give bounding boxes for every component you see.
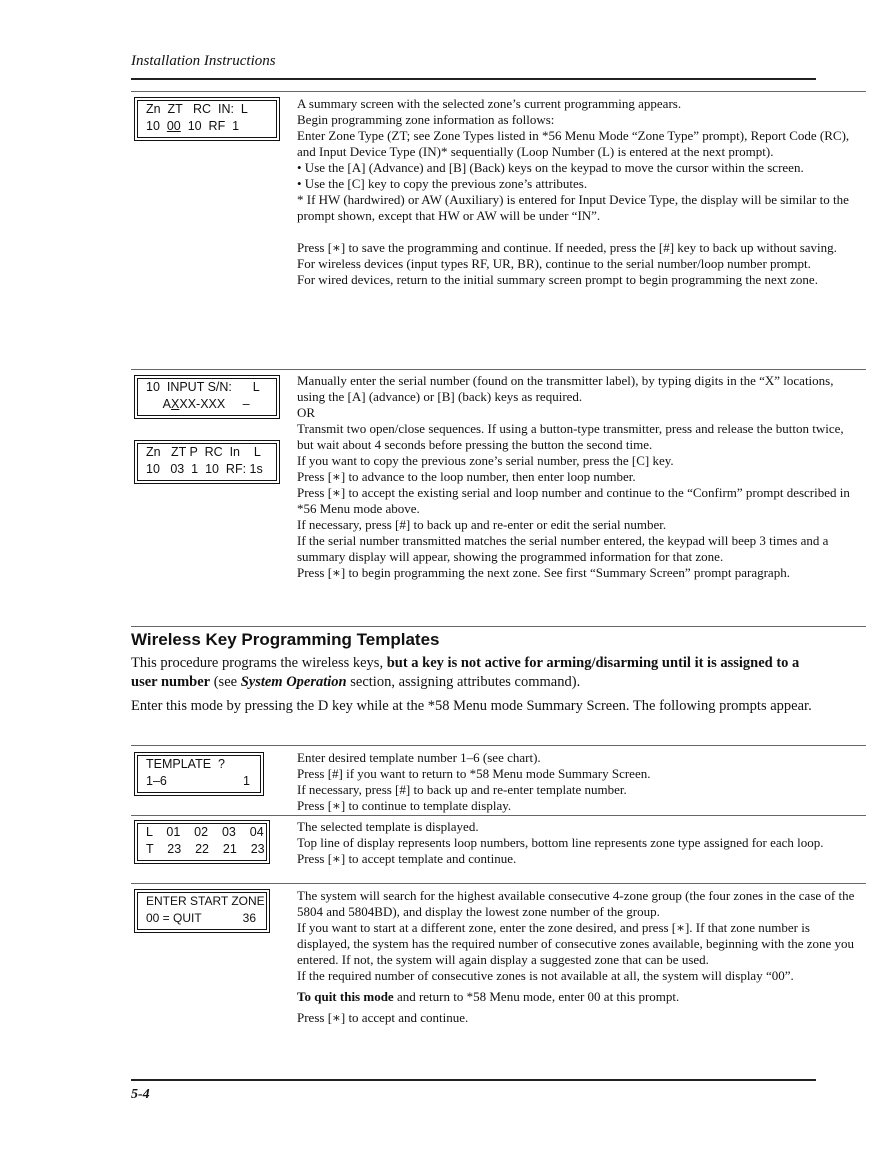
text: OR xyxy=(297,405,316,420)
serial-instructions xyxy=(297,373,863,581)
divider xyxy=(131,91,866,92)
section-title: Wireless Key Programming Templates xyxy=(131,630,440,649)
display-line-1: L 01 02 03 04 xyxy=(146,825,264,839)
intro-paragraph: This procedure programs the wireless keys, but a key is not active for arming/disarming until it is assigned to a user number (see System Operation section, assigning attributes command). xyxy=(131,655,800,690)
display-line-2: T 23 22 21 23 xyxy=(146,842,265,856)
display-line-2: 10 00 10 RF 1 xyxy=(146,119,240,133)
display-line-2: 00 = QUIT 36 xyxy=(146,911,256,925)
text: Enter Zone Type (ZT; see Zone Types listed in *56 Menu Mode “Zone Type” prompt), Report Code (RC), and Input Device Type (IN)* sequentially (Loop Number (L) is entered at the next prompt). xyxy=(297,128,850,159)
text: A summary screen with the selected zone’s current programming appears. xyxy=(297,96,682,111)
divider xyxy=(131,626,866,627)
text: Press [∗] to save the programming and continue. If needed, press the [#] key to back up without saving. xyxy=(297,240,837,255)
intro-paragraph-2: Enter this mode by pressing the D key while at the *58 Menu mode Summary Screen. The following prompts appear. xyxy=(131,698,812,714)
bullet: • Use the [A] (Advance) and [B] (Back) keys on the keypad to move the cursor within the screen. xyxy=(297,160,804,175)
display-line-2: 1–6 1 xyxy=(146,774,250,788)
text: Press [∗] to continue to template display. xyxy=(297,798,512,813)
divider xyxy=(131,369,866,370)
divider xyxy=(131,883,866,884)
divider xyxy=(131,815,866,816)
text: If you want to copy the previous zone’s serial number, press the [C] key. xyxy=(297,453,674,468)
text: If necessary, press [#] to back up and re-enter or edit the serial number. xyxy=(297,517,667,532)
text: Press [∗] to accept the existing serial and loop number and continue to the “Confirm” prompt described in *56 Menu mode above. xyxy=(297,485,850,516)
template-display-instructions xyxy=(297,819,863,867)
template-instructions xyxy=(297,750,863,814)
display-line-1: Zn ZT P RC In L xyxy=(146,445,261,459)
header-title: Installation Instructions xyxy=(131,53,276,69)
footer-rule xyxy=(131,1079,816,1081)
confirm-display xyxy=(134,440,280,484)
serial-display xyxy=(134,375,280,419)
header-rule xyxy=(131,78,816,80)
text: If the serial number transmitted matches the serial number entered, the keypad will beep 3 times and a summary display will appear, showing the programmed information for that zone. xyxy=(297,533,829,564)
text: If you want to start at a different zone, enter the zone desired, and press [∗]. If that zone number is displayed, the system has the required number of consecutive zones available, beginning with the zone you entered. If not, the system will again display a suggested zone that can be used. xyxy=(297,920,855,967)
bullet: • Use the [C] key to copy the previous zone’s attributes. xyxy=(297,176,588,191)
text: The selected template is displayed. xyxy=(297,819,479,834)
summary-display xyxy=(134,97,280,141)
text: If necessary, press [#] to back up and re-enter template number. xyxy=(297,782,627,797)
display-line-1: ENTER START ZONE xyxy=(146,894,265,908)
text: If the required number of consecutive zones is not available at all, the system will display “00”. xyxy=(297,968,794,983)
display-line-2: 10 03 1 10 RF: 1s xyxy=(146,462,263,476)
text: Press [∗] to advance to the loop number, then enter loop number. xyxy=(297,469,636,484)
summary-instructions xyxy=(297,96,863,288)
page-number: 5-4 xyxy=(131,1087,150,1102)
display-line-1: 10 INPUT S/N: L xyxy=(146,380,260,394)
text: Enter desired template number 1–6 (see chart). xyxy=(297,750,541,765)
display-line-1: TEMPLATE ? xyxy=(146,757,225,771)
section-intro xyxy=(131,654,821,716)
display-line-1: Zn ZT RC IN: L xyxy=(146,102,248,116)
text: * If HW (hardwired) or AW (Auxiliary) is entered for Input Device Type, the display will be similar to the prompt shown, except that HW or AW will be under “IN”. xyxy=(297,192,849,223)
text: Press [#] if you want to return to *58 Menu mode Summary Screen. xyxy=(297,766,651,781)
text: Press [∗] to begin programming the next zone. See first “Summary Screen” prompt paragraph. xyxy=(297,565,790,580)
text: Begin programming zone information as follows: xyxy=(297,112,555,127)
text: Press [∗] to accept template and continue. xyxy=(297,851,517,866)
start-zone-display xyxy=(134,889,270,933)
template-display xyxy=(134,752,264,796)
text: Top line of display represents loop numbers, bottom line represents zone type assigned for each loop. xyxy=(297,835,824,850)
divider xyxy=(131,745,866,746)
text: Transmit two open/close sequences. If using a button-type transmitter, press and release the button twice, but wait about 4 seconds before pressing the button the second time. xyxy=(297,421,844,452)
display-line-2: AXXX-XXX – xyxy=(146,397,250,411)
start-zone-instructions xyxy=(297,888,863,1026)
text: Press [∗] to accept and continue. xyxy=(297,1010,469,1025)
quit-note: To quit this mode and return to *58 Menu mode, enter 00 at this prompt. xyxy=(297,989,680,1004)
text: The system will search for the highest available consecutive 4-zone group (the four zones in the case of the 5804 and 5804BD), and display the lowest zone number of the group. xyxy=(297,888,855,919)
text: For wired devices, return to the initial summary screen prompt to begin programming the next zone. xyxy=(297,272,818,287)
text: For wireless devices (input types RF, UR, BR), continue to the serial number/loop number prompt. xyxy=(297,256,811,271)
template-values-display xyxy=(134,820,270,864)
text: Manually enter the serial number (found on the transmitter label), by typing digits in the “X” locations, using the [A] (advance) or [B] (back) keys as required. xyxy=(297,373,834,404)
